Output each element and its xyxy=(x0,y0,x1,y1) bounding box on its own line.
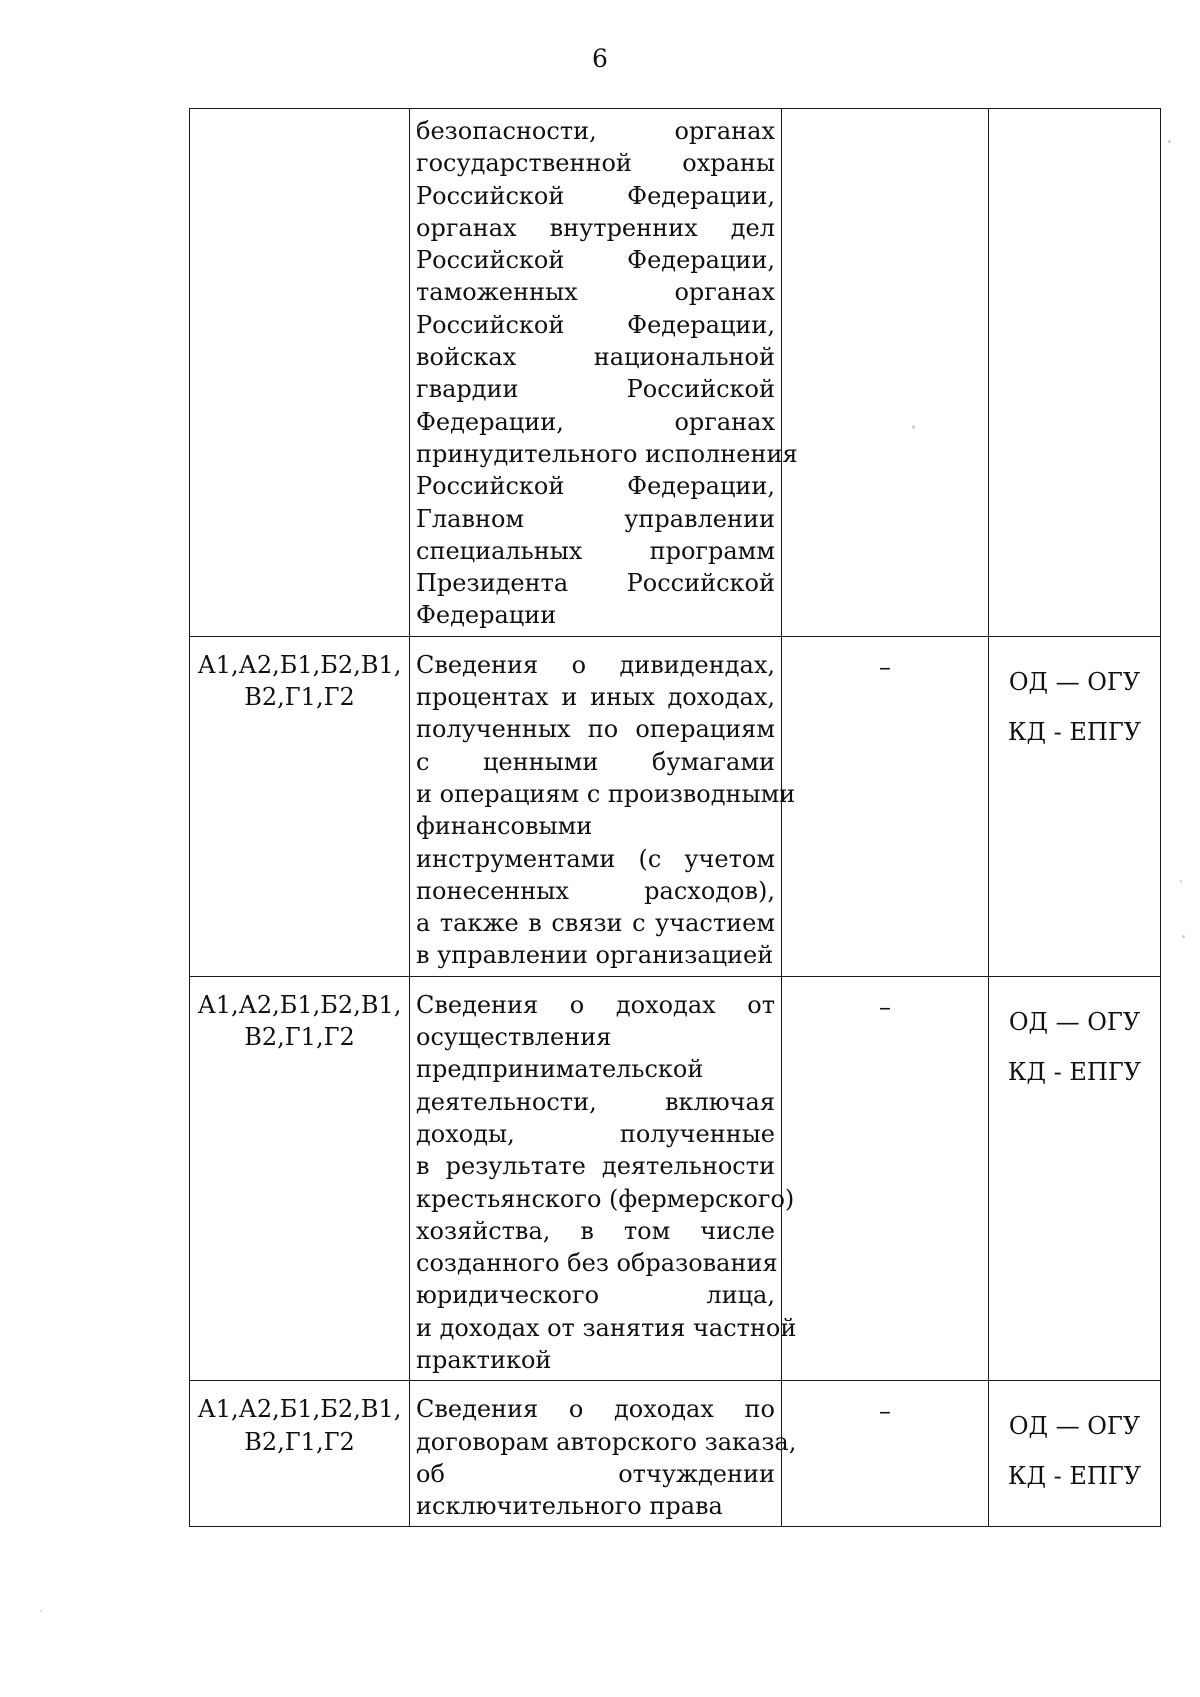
description-cell xyxy=(410,109,798,637)
deadline-cell xyxy=(782,636,989,976)
description-cell xyxy=(410,636,796,976)
scan-speck xyxy=(40,1610,42,1612)
scan-speck xyxy=(1168,140,1171,143)
category-codes-line: А1,А2,Б1,Б2,В1, xyxy=(197,1395,402,1424)
description-line: договорам авторского заказа, xyxy=(416,1427,797,1456)
access-method-line: КД - ЕПГУ xyxy=(1007,1462,1142,1491)
deadline-value: – xyxy=(879,652,891,681)
description-line: осуществления xyxy=(416,1023,612,1052)
description-line: гвардии Российской xyxy=(416,375,775,404)
access-method-cell xyxy=(989,976,1161,1381)
deadline-value: – xyxy=(879,1397,891,1426)
table-row xyxy=(190,976,1161,1381)
description-line: деятельности, включая xyxy=(416,1087,775,1116)
category-codes-line: В2,Г1,Г2 xyxy=(244,1023,355,1052)
table-row xyxy=(190,636,1161,976)
access-method-line: ОД — ОГУ xyxy=(1008,1007,1141,1036)
description-line: Федерации, органах xyxy=(416,407,775,436)
deadline-cell xyxy=(782,976,989,1381)
description-line: финансовыми xyxy=(416,812,593,841)
table-row xyxy=(190,1381,1161,1527)
description-line: процентах и иных доходах, xyxy=(416,683,775,712)
description-line: специальных программ xyxy=(416,536,775,565)
description-line: государственной охраны xyxy=(416,149,775,178)
description-line: Главном управлении xyxy=(416,504,775,533)
description-line: крестьянского (фермерского) xyxy=(416,1184,795,1213)
scan-speck xyxy=(912,425,915,429)
description-cell xyxy=(410,1381,797,1527)
description-line: полученных по операциям xyxy=(416,715,775,744)
description-line: Российской Федерации, xyxy=(416,310,775,339)
category-codes-line: А1,А2,Б1,Б2,В1, xyxy=(197,990,402,1019)
deadline-value: – xyxy=(879,992,891,1021)
description-line: хозяйства, в том числе xyxy=(416,1216,775,1245)
table-body xyxy=(190,109,1161,1527)
access-method-line: КД - ЕПГУ xyxy=(1007,717,1142,746)
description-line: исключительного права xyxy=(416,1492,723,1521)
description-line: понесенных расходов), xyxy=(416,876,775,905)
description-line: и доходах от занятия частной xyxy=(416,1313,797,1342)
description-line: и операциям с производными xyxy=(416,779,796,808)
category-codes-line: А1,А2,Б1,Б2,В1, xyxy=(197,650,402,679)
page-number: 6 xyxy=(592,44,608,73)
description-line: безопасности, органах xyxy=(416,117,775,145)
category-codes-cell xyxy=(190,636,410,976)
deadline-cell xyxy=(782,1381,989,1527)
category-codes-cell xyxy=(190,109,410,637)
description-line: Российской Федерации, xyxy=(416,246,775,275)
description-line: таможенных органах xyxy=(416,278,775,307)
description-line: Сведения о доходах от xyxy=(416,990,775,1019)
description-line: юридического лица, xyxy=(416,1281,775,1310)
description-line: Федерации xyxy=(416,601,557,630)
category-codes-cell xyxy=(190,1381,410,1527)
description-line: Сведения о доходах по xyxy=(416,1395,775,1424)
description-line: с ценными бумагами xyxy=(416,747,775,776)
access-method-cell xyxy=(989,636,1161,976)
access-method-cell xyxy=(989,109,1161,637)
description-line: Российской Федерации, xyxy=(416,181,775,210)
table-row xyxy=(190,109,1161,637)
deadline-cell xyxy=(782,109,989,637)
category-codes-line: В2,Г1,Г2 xyxy=(244,1427,355,1456)
description-line: Сведения о дивидендах, xyxy=(416,650,775,679)
description-line: инструментами (с учетом xyxy=(416,844,775,873)
description-line: Президента Российской xyxy=(416,569,775,598)
description-line: органах внутренних дел xyxy=(416,213,775,242)
description-line: доходы, полученные xyxy=(416,1119,775,1148)
category-codes-cell xyxy=(190,976,410,1381)
description-line: созданного без образования xyxy=(416,1249,778,1278)
description-line: войсках национальной xyxy=(416,343,775,372)
description-line: принудительного исполнения xyxy=(416,439,798,468)
description-line: а также в связи с участием xyxy=(416,909,775,938)
access-method-cell xyxy=(989,1381,1161,1527)
document-table xyxy=(189,108,1161,1527)
scan-speck xyxy=(1180,880,1182,883)
description-line: в управлении организацией xyxy=(416,941,774,970)
description-line: Российской Федерации, xyxy=(416,472,775,501)
description-line: в результате деятельности xyxy=(416,1152,775,1181)
description-line: практикой xyxy=(416,1345,552,1374)
category-codes-line: В2,Г1,Г2 xyxy=(244,683,355,712)
access-method-line: КД - ЕПГУ xyxy=(1007,1057,1142,1086)
description-cell xyxy=(410,976,797,1381)
description-line: об отчуждении xyxy=(416,1459,775,1488)
access-method-line: ОД — ОГУ xyxy=(1008,667,1141,696)
scan-speck xyxy=(1182,935,1185,938)
description-line: предпринимательской xyxy=(416,1055,704,1084)
access-method-line: ОД — ОГУ xyxy=(1008,1412,1141,1441)
